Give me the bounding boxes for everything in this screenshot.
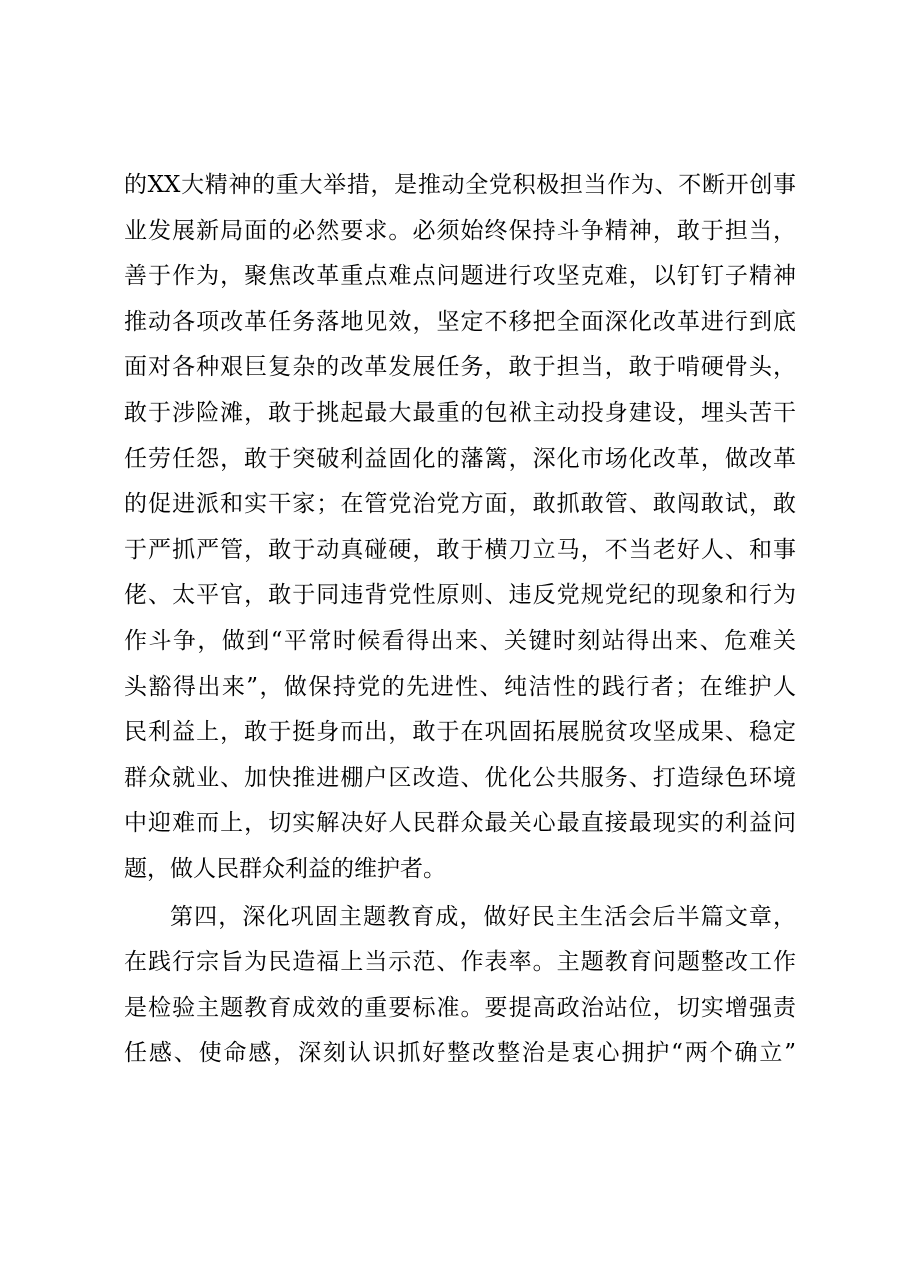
text-line: 于严抓严管，敢于动真碰硬，敢于横刀立马，不当老好人、和事 xyxy=(124,536,796,563)
text-line: 任劳任怨，敢于突破利益固化的藩篱，深化市场化改革，做改革 xyxy=(124,445,796,472)
text-line: 面对各种艰巨复杂的改革发展任务，敢于担当，敢于啃硬骨头， xyxy=(124,354,796,381)
text-line-last: 题，做人民群众利益的维护者。 xyxy=(124,855,446,882)
text-line-first: 第四，深化巩固主题教育成，做好民主生活会后半篇文章， xyxy=(170,903,796,930)
text-line: 民利益上，敢于挺身而出，敢于在巩固拓展脱贫攻坚成果、稳定 xyxy=(124,719,796,746)
text-line: 群众就业、加快推进棚户区改造、优化公共服务、打造绿色环境 xyxy=(124,764,796,791)
text-line: 的促进派和实干家；在管党治党方面，敢抓敢管、敢闯敢试，敢 xyxy=(124,491,796,518)
text-line: 中迎难而上，切实解决好人民群众最关心最直接最现实的利益问 xyxy=(124,810,796,837)
text-line: 推动各项改革任务落地见效，坚定不移把全面深化改革进行到底 xyxy=(124,308,796,335)
text-line: 头豁得出来”，做保持党的先进性、纯洁性的践行者；在维护人 xyxy=(124,673,796,700)
text-line: 的XX大精神的重大举措，是推动全党积极担当作为、不断开创事 xyxy=(124,172,796,198)
text-line: 是检验主题教育成效的重要标准。要提高政治站位，切实增强责 xyxy=(124,994,796,1021)
text-line: 善于作为，聚焦改革重点难点问题进行攻坚克难，以钉钉子精神 xyxy=(124,263,796,290)
text-line: 敢于涉险滩，敢于挑起最大最重的包袱主动投身建设，埋头苦干 xyxy=(124,399,796,426)
paragraph-1 xyxy=(124,163,796,893)
text-line: 在践行宗旨为民造福上当示范、作表率。主题教育问题整改工作 xyxy=(124,949,796,976)
text-line: 作斗争，做到“平常时候看得出来、关键时刻站得出来、危难关 xyxy=(124,627,796,654)
text-line: 佬、太平官，敢于同违背党性原则、违反党规党纪的现象和行为 xyxy=(124,582,796,609)
text-line: 任感、使命感，深刻认识抓好整改整治是衷心拥护“两个确立” xyxy=(124,1040,796,1067)
text-line: 业发展新局面的必然要求。必须始终保持斗争精神，敢于担当， xyxy=(124,217,796,244)
paragraph-2 xyxy=(124,895,796,1077)
document-body xyxy=(124,163,796,1077)
